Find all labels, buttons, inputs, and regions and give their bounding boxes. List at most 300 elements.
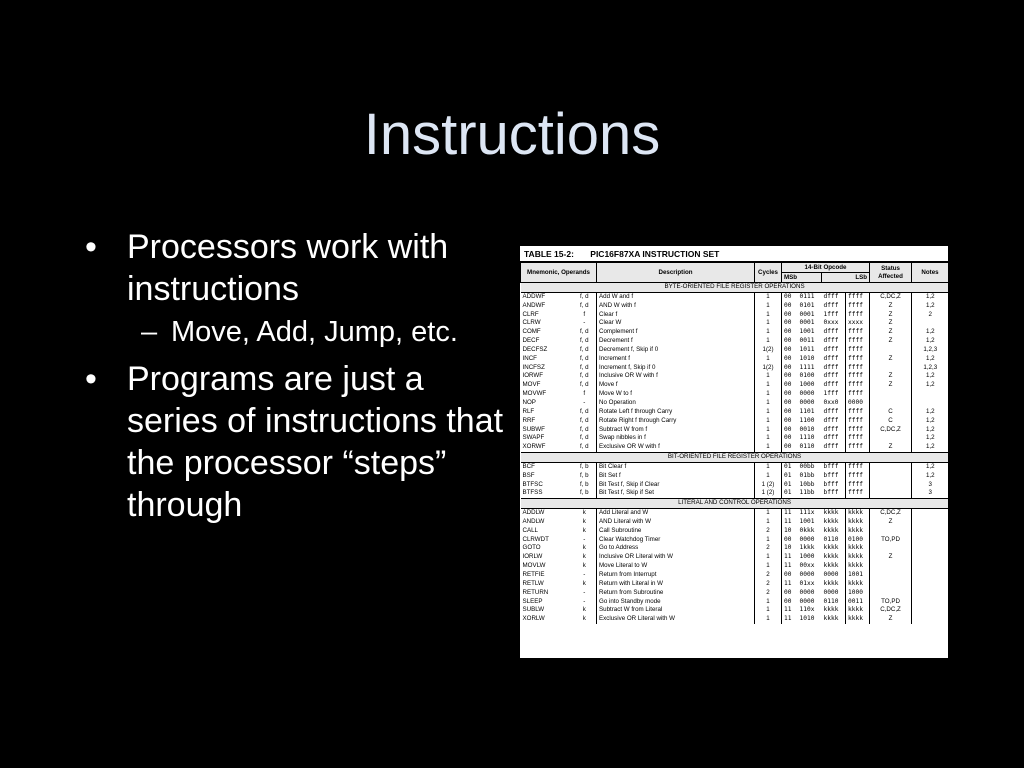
cell-opcode-4: ffff [846,328,870,337]
cell-notes: 1,2 [925,462,935,470]
cell-opcode-3: kkkk [822,544,846,553]
cell-opcode-4: ffff [846,426,870,435]
cell-operands: f, d [579,416,589,424]
cell-opcode-1: 01 [784,471,792,479]
cell-operands: k [582,606,586,614]
cell-description: Bit Clear f [597,462,755,471]
cell-opcode-1: 01 [784,480,792,488]
cell-notes [912,580,948,589]
cell-mnemonic: BTFSC [522,480,543,488]
table-section-header [521,499,949,509]
cell-description: Add Literal and W [597,509,755,518]
header-notes: Notes [912,263,948,283]
cell-operands: k [582,517,586,525]
cell-description: Move W to f [597,390,755,399]
cell-mnemonic: RLF [522,407,535,415]
cell-operands: f, d [579,372,589,380]
cell-opcode-2: 0110 [799,443,815,451]
table-row [521,462,949,471]
cell-notes [912,598,948,607]
cell-description: Exclusive OR Literal with W [597,615,755,624]
cell-operands: f, d [579,407,589,415]
cell-status [870,399,912,408]
slide-title: Instructions [363,102,661,167]
table-row [521,364,949,373]
cell-notes: 1,2 [925,292,935,300]
table-row [521,434,949,443]
cell-cycles: 1 [755,509,782,518]
cell-opcode-4: kkkk [846,527,870,536]
cell-opcode-3: dfff [822,426,846,435]
table-caption-title: PIC16F87XA INSTRUCTION SET [590,249,720,259]
cell-opcode-1: 00 [784,328,792,336]
cell-status [870,571,912,580]
cell-opcode-3: 0xxx [822,319,846,328]
instruction-set-table-image [520,246,948,658]
sub-bullet-item [127,314,505,350]
cell-status: C,DC,Z [870,606,912,615]
cell-opcode-2: 11bb [799,489,815,497]
cell-opcode-2: 1011 [799,345,815,353]
cell-opcode-3: kkkk [822,527,846,536]
cell-status [870,346,912,355]
cell-status: Z [870,355,912,364]
cell-cycles: 2 [755,571,782,580]
cell-opcode-1: 00 [784,310,792,318]
cell-cycles: 2 [755,527,782,536]
cell-mnemonic: ANDWF [522,301,546,309]
cell-status [870,580,912,589]
table-row [521,311,949,320]
table-row [521,509,949,518]
instruction-table-body [521,283,949,625]
cell-opcode-4: ffff [846,355,870,364]
cell-status [870,472,912,481]
cell-opcode-3: bfff [822,462,846,471]
bullet-marker: • [85,360,97,398]
cell-opcode-3: dfff [822,337,846,346]
table-row [521,518,949,527]
cell-opcode-4: ffff [846,472,870,481]
cell-opcode-1: 11 [784,615,792,623]
cell-mnemonic: RETFIE [522,571,545,578]
cell-status: TO,PD [870,536,912,545]
cell-operands: - [583,398,586,406]
cell-opcode-1: 11 [784,579,792,587]
header-description: Description [597,263,755,283]
cell-opcode-3: 1fff [822,311,846,320]
cell-cycles: 1 (2) [755,481,782,490]
cell-mnemonic: SUBLW [522,606,545,614]
cell-opcode-1: 01 [784,462,792,470]
cell-description: AND Literal with W [597,518,755,527]
cell-opcode-3: dfff [822,328,846,337]
cell-status: C,DC,Z [870,292,912,301]
cell-opcode-3: dfff [822,443,846,452]
cell-cycles: 1 [755,462,782,471]
cell-description: AND W with f [597,302,755,311]
cell-opcode-4: ffff [846,434,870,443]
cell-mnemonic: BSF [522,471,535,479]
cell-cycles: 1 [755,390,782,399]
cell-operands: f [583,390,586,398]
cell-status: Z [870,518,912,527]
table-row [521,426,949,435]
cell-opcode-3: kkkk [822,553,846,562]
cell-opcode-3: 1fff [822,390,846,399]
header-msb: MSb [782,273,822,283]
cell-opcode-2: 1010 [799,354,815,362]
cell-status: C [870,417,912,426]
cell-opcode-2: 111x [799,509,815,517]
table-row [521,544,949,553]
cell-mnemonic: COMF [522,328,541,336]
cell-description: Return from Subroutine [597,589,755,598]
cell-status: Z [870,302,912,311]
cell-opcode-2: 00xx [799,562,815,570]
cell-mnemonic: XORWF [522,443,546,451]
cell-opcode-1: 11 [784,517,792,525]
cell-operands: - [583,597,586,605]
cell-opcode-1: 11 [784,553,792,561]
cell-opcode-3: 0000 [822,571,846,580]
cell-opcode-1: 00 [784,398,792,406]
cell-opcode-4: ffff [846,302,870,311]
cell-notes: 1,2 [925,425,935,433]
cell-opcode-4: ffff [846,372,870,381]
table-section-header [521,283,949,293]
cell-mnemonic: CLRWDT [522,535,549,543]
cell-opcode-3: kkkk [822,606,846,615]
cell-mnemonic: SUBWF [522,425,545,433]
cell-opcode-3: dfff [822,408,846,417]
cell-opcode-1: 00 [784,292,792,300]
cell-notes: 3 [928,489,932,497]
section-title: BYTE-ORIENTED FILE REGISTER OPERATIONS [521,283,949,293]
cell-opcode-4: 0100 [846,536,870,545]
cell-operands: - [583,571,586,578]
cell-opcode-2: 0000 [799,588,815,596]
cell-description: Inclusive OR W with f [597,372,755,381]
cell-cycles: 1 [755,337,782,346]
cell-status: C,DC,Z [870,426,912,435]
cell-notes: 1,2 [925,407,935,415]
cell-opcode-3: kkkk [822,509,846,518]
cell-description: Call Subroutine [597,527,755,536]
cell-description: Go into Standby mode [597,598,755,607]
cell-description: Increment f, Skip if 0 [597,364,755,373]
cell-opcode-2: 10bb [799,480,815,488]
cell-operands: - [583,319,586,327]
instruction-table [520,262,948,624]
cell-opcode-3: dfff [822,346,846,355]
cell-notes [912,509,948,518]
cell-description: Decrement f [597,337,755,346]
cell-opcode-4: kkkk [846,518,870,527]
cell-description: Rotate Right f through Carry [597,417,755,426]
cell-opcode-1: 00 [784,535,792,543]
cell-mnemonic: RRF [522,416,536,424]
table-row [521,399,949,408]
cell-opcode-4: 0000 [846,399,870,408]
cell-notes [912,390,948,399]
cell-opcode-1: 10 [784,526,792,534]
cell-notes: 1,2,3 [923,363,938,371]
bullet-list [85,226,505,534]
table-row [521,536,949,545]
cell-cycles: 1(2) [755,364,782,373]
cell-opcode-2: 1111 [799,363,815,371]
cell-operands: f, d [579,381,589,389]
cell-cycles: 1 [755,372,782,381]
cell-mnemonic: SLEEP [522,597,543,605]
cell-opcode-1: 00 [784,372,792,380]
cell-cycles: 1 [755,399,782,408]
table-row [521,372,949,381]
cell-opcode-1: 00 [784,407,792,415]
table-caption-label: TABLE 15-2: [524,249,574,259]
table-row [521,571,949,580]
cell-status: Z [870,337,912,346]
cell-operands: f, d [579,425,589,433]
cell-mnemonic: DECFSZ [522,345,548,353]
cell-opcode-4: ffff [846,364,870,373]
cell-notes [912,527,948,536]
bullet-text: Programs are just a series of instructions that the processor “steps” through [127,360,504,524]
cell-description: Complement f [597,328,755,337]
cell-opcode-4: kkkk [846,615,870,624]
cell-opcode-1: 00 [784,363,792,371]
cell-opcode-4: ffff [846,462,870,471]
bullet-marker: • [85,228,97,266]
cell-opcode-1: 00 [784,354,792,362]
table-row [521,489,949,498]
sub-bullet-text: Move, Add, Jump, etc. [171,316,458,348]
cell-operands: f, b [579,471,589,479]
cell-cycles: 1 [755,553,782,562]
cell-cycles: 1 [755,426,782,435]
cell-operands: f, d [579,345,589,353]
cell-status: Z [870,553,912,562]
cell-opcode-4: ffff [846,346,870,355]
cell-opcode-3: kkkk [822,615,846,624]
cell-mnemonic: RETURN [522,588,549,596]
cell-notes: 1,2 [925,471,935,479]
cell-status [870,544,912,553]
header-status: Status Affected [870,263,912,283]
cell-mnemonic: NOP [522,398,536,406]
sub-bullet-list [127,314,505,350]
cell-operands: f, d [579,328,589,336]
cell-operands: - [583,588,586,596]
cell-notes [912,589,948,598]
cell-opcode-2: 1000 [799,553,815,561]
cell-mnemonic: BTFSS [522,489,543,497]
cell-opcode-3: kkkk [822,518,846,527]
cell-cycles: 1 [755,417,782,426]
table-row [521,580,949,589]
table-section-header [521,453,949,463]
cell-cycles: 1 [755,615,782,624]
cell-operands: f, d [579,301,589,309]
cell-opcode-1: 00 [784,390,792,398]
cell-status: Z [870,372,912,381]
cell-cycles: 1 [755,328,782,337]
cell-opcode-4: ffff [846,443,870,452]
cell-opcode-3: 0110 [822,598,846,607]
table-row [521,292,949,301]
cell-notes: 1,2,3 [923,345,938,353]
cell-status: Z [870,328,912,337]
cell-opcode-2: 1001 [799,328,815,336]
table-row [521,527,949,536]
header-cycles: Cycles [755,263,782,283]
cell-opcode-3: bfff [822,489,846,498]
cell-operands: f, b [579,489,589,497]
cell-opcode-3: dfff [822,302,846,311]
table-row [521,472,949,481]
section-title: LITERAL AND CONTROL OPERATIONS [521,499,949,509]
table-row [521,319,949,328]
cell-opcode-3: dfff [822,364,846,373]
cell-operands: f [583,310,586,318]
cell-opcode-1: 10 [784,544,792,552]
cell-operands: f, b [579,462,589,470]
cell-operands: f, d [579,337,589,345]
cell-cycles: 1 [755,472,782,481]
cell-description: Inclusive OR Literal with W [597,553,755,562]
cell-opcode-4: ffff [846,311,870,320]
table-row [521,337,949,346]
cell-opcode-1: 00 [784,345,792,353]
cell-operands: k [582,509,586,517]
cell-opcode-3: 0110 [822,536,846,545]
cell-cycles: 1 [755,598,782,607]
cell-status [870,489,912,498]
bullet-text: Processors work with instructions [127,228,449,308]
cell-opcode-1: 00 [784,337,792,345]
cell-mnemonic: CLRF [522,310,539,318]
cell-mnemonic: MOVWF [522,390,547,398]
cell-opcode-2: 0101 [799,301,815,309]
cell-mnemonic: CALL [522,526,538,534]
cell-description: Decrement f, Skip if 0 [597,346,755,355]
cell-operands: f, b [579,480,589,488]
cell-mnemonic: IORWF [522,372,544,380]
cell-opcode-4: ffff [846,390,870,399]
cell-operands: f, d [579,292,589,300]
cell-opcode-2: 1001 [799,517,815,525]
cell-notes: 1,2 [925,354,935,362]
cell-status [870,589,912,598]
cell-opcode-2: 0000 [799,571,815,578]
cell-notes [912,319,948,328]
cell-notes: 1,2 [925,416,935,424]
cell-cycles: 1 [755,311,782,320]
cell-cycles: 1 [755,518,782,527]
cell-opcode-2: 110x [799,606,815,614]
cell-opcode-1: 00 [784,416,792,424]
cell-cycles: 1 [755,292,782,301]
cell-cycles: 2 [755,544,782,553]
table-row [521,481,949,490]
cell-cycles: 1 [755,443,782,452]
sub-bullet-marker: – [141,316,158,348]
cell-notes [912,553,948,562]
cell-status [870,434,912,443]
cell-description: Bit Test f, Skip if Set [597,489,755,498]
cell-operands: k [582,579,586,587]
cell-mnemonic: IORLW [522,553,543,561]
cell-operands: f, d [579,443,589,451]
table-row [521,328,949,337]
cell-status: Z [870,319,912,328]
cell-opcode-2: 0011 [799,337,815,345]
cell-opcode-4: ffff [846,408,870,417]
cell-notes: 1,2 [925,337,935,345]
cell-operands: k [582,544,586,552]
table-row [521,589,949,598]
cell-description: Subtract W from f [597,426,755,435]
cell-notes: 1,2 [925,381,935,389]
cell-notes: 1,2 [925,372,935,380]
cell-opcode-4: kkkk [846,553,870,562]
table-row [521,302,949,311]
cell-mnemonic: XORLW [522,615,545,623]
cell-notes [912,571,948,580]
cell-mnemonic: INCFSZ [522,363,545,371]
cell-opcode-1: 00 [784,301,792,309]
cell-opcode-4: kkkk [846,606,870,615]
cell-description: Move f [597,381,755,390]
cell-cycles: 1 [755,319,782,328]
cell-description: No Operation [597,399,755,408]
cell-cycles: 1 [755,562,782,571]
table-caption [520,246,948,262]
cell-mnemonic: INCF [522,354,537,362]
table-row [521,443,949,452]
cell-operands: f, d [579,363,589,371]
table-row [521,417,949,426]
cell-description: Subtract W from Literal [597,606,755,615]
cell-cycles: 1 [755,606,782,615]
cell-opcode-1: 00 [784,425,792,433]
cell-operands: k [582,553,586,561]
cell-cycles: 1 [755,355,782,364]
cell-description: Rotate Left f through Carry [597,408,755,417]
cell-mnemonic: MOVLW [522,562,546,570]
table-row [521,408,949,417]
cell-cycles: 2 [755,589,782,598]
cell-cycles: 1 [755,536,782,545]
cell-opcode-3: bfff [822,472,846,481]
cell-operands: k [582,615,586,623]
cell-description: Clear f [597,311,755,320]
cell-description: Go to Address [597,544,755,553]
cell-notes [912,562,948,571]
cell-opcode-1: 00 [784,597,792,605]
cell-status: Z [870,615,912,624]
cell-status: Z [870,311,912,320]
cell-opcode-4: kkkk [846,562,870,571]
cell-opcode-1: 00 [784,588,792,596]
cell-description: Clear W [597,319,755,328]
cell-operands: f, d [579,354,589,362]
cell-opcode-4: 1001 [846,571,870,580]
cell-operands: f, d [579,434,589,442]
cell-status: C,DC,Z [870,509,912,518]
cell-opcode-2: 1110 [799,434,815,442]
